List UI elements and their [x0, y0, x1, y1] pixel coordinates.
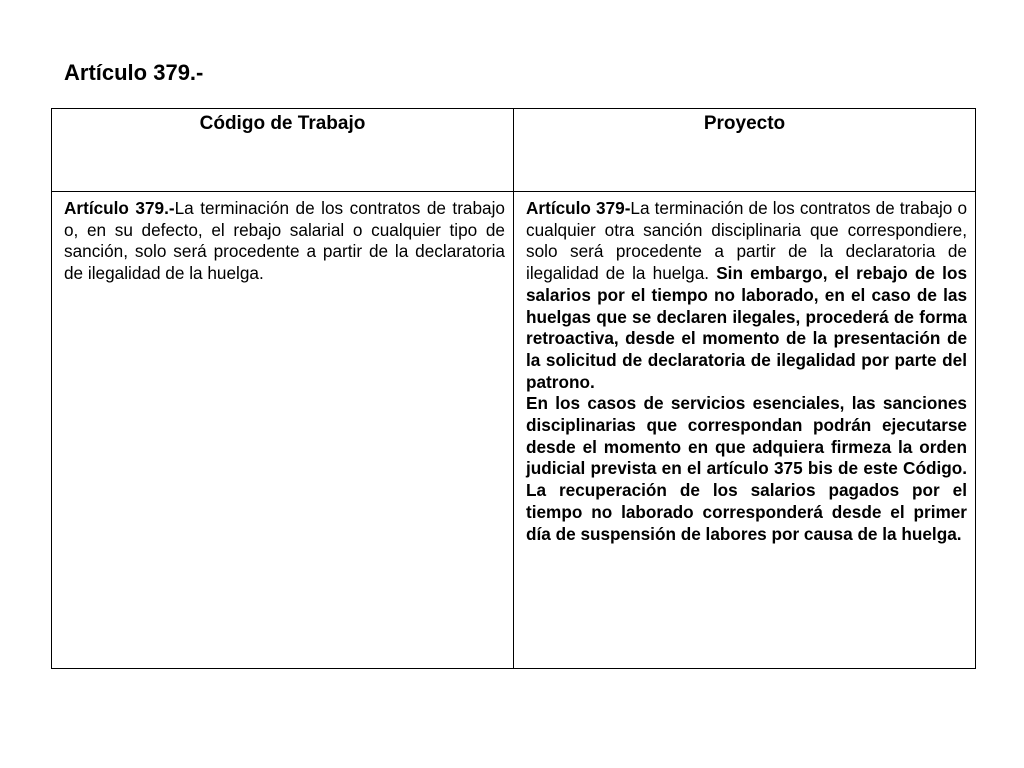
right-article-lead: Artículo 379-	[526, 198, 631, 218]
left-article-lead: Artículo 379.-	[64, 198, 175, 218]
comparison-table	[51, 108, 976, 669]
left-article-text: La terminación de los contratos de trabajo o, en su defecto, el rebajo salarial o cualquier tipo de sanción, solo será procedente a partir de la declaratoria de ilegalidad de la huelga.	[64, 198, 505, 284]
left-article-paragraph	[64, 198, 505, 285]
right-article-bold-1: Sin embargo, el rebajo de los salarios por el tiempo no laborado, en el caso de las huelgas que se declaren ilegales, procederá de forma retroactiva, desde el momento de la presentación de la solicitud de declaratoria de ilegalidad por parte del patrono.	[526, 263, 967, 392]
table-row	[52, 192, 976, 669]
header-right-label: Proyecto	[703, 113, 786, 134]
header-left-label: Código de Trabajo	[199, 113, 366, 134]
header-proyecto	[514, 109, 976, 192]
cell-codigo-de-trabajo	[52, 192, 514, 669]
cell-proyecto	[514, 192, 976, 669]
header-codigo-de-trabajo	[52, 109, 514, 192]
right-article-paragraph-2	[526, 393, 967, 545]
right-article-paragraph	[526, 198, 967, 393]
page-title: Artículo 379.-	[64, 60, 204, 85]
right-article-bold-2: En los casos de servicios esenciales, las sanciones disciplinarias que correspondan podrán ejecutarse desde el momento en que adquiera firmeza la orden judicial prevista en el artículo 375 bis de este Código. La recuperación de los salarios pagados por el tiempo no laborado corresponderá desde el primer día de suspensión de labores por causa de la huelga.	[526, 393, 967, 544]
right-article-text: La terminación de los contratos de trabajo o cualquier otra sanción disciplinaria que correspondiere, solo será procedente a partir de la declaratoria de ilegalidad de la huelga.	[526, 198, 967, 284]
table-header-row	[52, 109, 976, 192]
